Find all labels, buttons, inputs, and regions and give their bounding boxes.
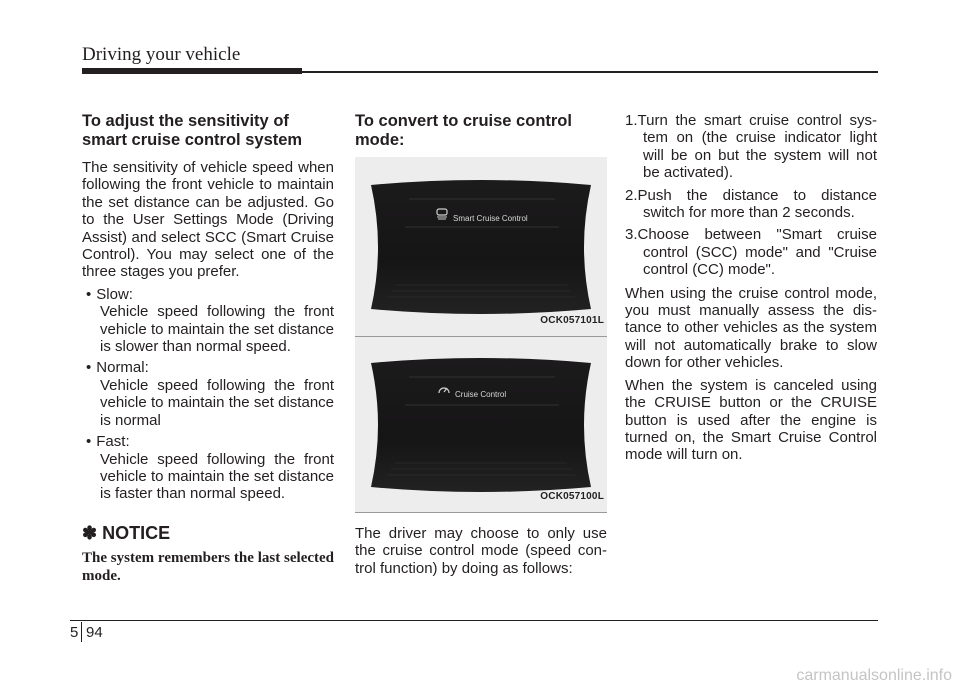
- list-item: [82, 433, 334, 503]
- page-header-title: Driving your vehicle: [82, 44, 241, 65]
- option-description: Vehicle speed following the front vehicle to maintain the set distance is faster than normal speed.: [100, 450, 334, 503]
- notice-title: ✽ NOTICE: [82, 522, 171, 543]
- column-middle: [355, 112, 607, 582]
- figure-rule: [355, 512, 607, 513]
- column-right: [625, 112, 877, 469]
- list-item: [82, 286, 334, 356]
- header-rule-thick: [82, 68, 302, 74]
- cluster-display-shape: [365, 355, 597, 495]
- header-rule-thin: [302, 71, 878, 73]
- screen-label-smart-cruise: Smart Cruise Control: [453, 214, 528, 223]
- option-label: • Slow:: [82, 286, 334, 303]
- cluster-display-image: [365, 177, 597, 317]
- footer-rule: [70, 620, 878, 621]
- smart-cruise-icon: [435, 208, 449, 220]
- column-left: [82, 112, 334, 585]
- figure-code: OCK057101L: [540, 314, 604, 326]
- figure-cruise-screen: [355, 337, 607, 513]
- screen-label-cruise: Cruise Control: [455, 390, 507, 399]
- list-item: 3.Choose between "Smart cruise control (SCC) mode" and "Cruise control (CC) mode".: [625, 226, 877, 279]
- cruise-cancel-note: When the system is canceled using the CRUISE button or the CRUISE button is used after the engine is turned on, the Smart Cruise Control mode will turn on.: [625, 376, 877, 464]
- sensitivity-options-list: [82, 286, 334, 503]
- notice-body: The system remembers the last selected mode.: [82, 550, 334, 584]
- cruise-mode-warning: When using the cruise control mode, you must manually assess the dis-tance to other vehicles as the system will not automatically brake to slow down for other vehicles.: [625, 284, 877, 372]
- option-label: • Fast:: [82, 433, 334, 450]
- watermark: carmanualsonline.info: [796, 667, 952, 684]
- cruise-mode-steps: [625, 112, 877, 279]
- page-number: 94: [86, 624, 103, 641]
- chapter-number: 5: [70, 624, 79, 641]
- list-item: [82, 359, 334, 429]
- list-item: 1.Turn the smart cruise control sys-tem on (the cruise indicator light will be on but the system will not be activated).: [625, 112, 877, 182]
- option-description: Vehicle speed following the front vehicle to maintain the set distance is slower than normal speed.: [100, 303, 334, 356]
- cluster-display-shape: [365, 177, 597, 317]
- footer-divider: [81, 622, 82, 642]
- list-item: 2.Push the distance to distance switch for more than 2 seconds.: [625, 186, 877, 222]
- cluster-display-image: [365, 355, 597, 495]
- figure-code: OCK057100L: [540, 490, 604, 502]
- sensitivity-intro: The sensitivity of vehicle speed when following the front vehicle to maintain the set distance can be adjusted. Go to the User Settings Mode (Driving Assist) and select SCC (Smart Cruise Control). You may select one of the three stages you prefer.: [82, 159, 334, 281]
- cruise-icon: [437, 384, 451, 396]
- cruise-mode-intro: The driver may choose to only use the cruise control mode (speed con-trol function) by doing as follows:: [355, 525, 607, 577]
- section-heading-sensitivity: To adjust the sensitivity of smart cruise control system: [82, 112, 303, 149]
- section-heading-convert: To convert to cruise control mode:: [355, 112, 572, 149]
- option-label: • Normal:: [82, 359, 334, 376]
- figure-smart-cruise-screen: [355, 157, 607, 337]
- option-description: Vehicle speed following the front vehicle to maintain the set distance is normal: [100, 376, 334, 429]
